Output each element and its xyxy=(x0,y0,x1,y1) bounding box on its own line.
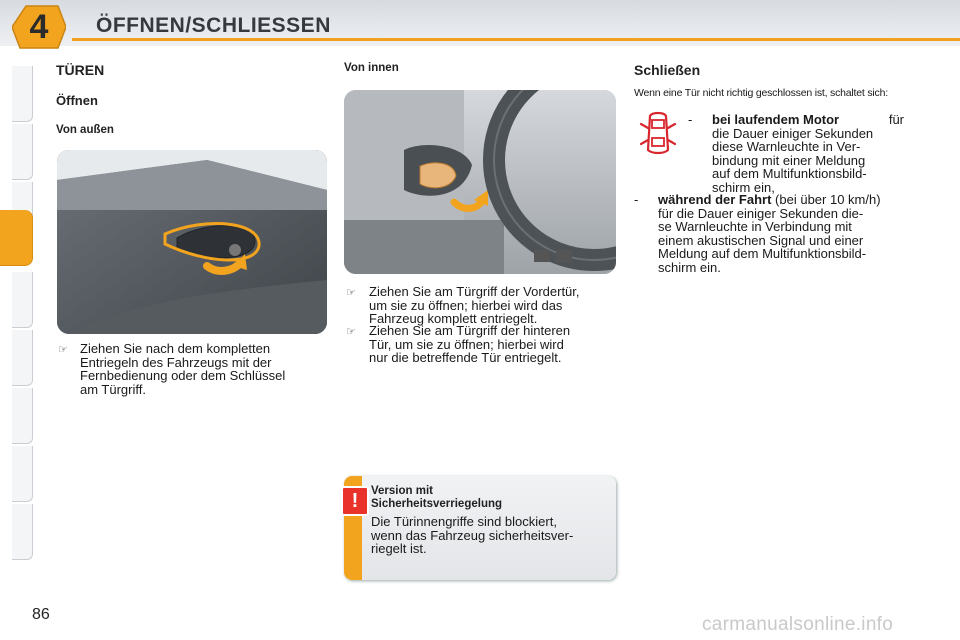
chapter-tab-2[interactable] xyxy=(12,124,33,180)
chapter-tab-7[interactable] xyxy=(12,388,33,444)
text-line: Fahrzeug komplett entriegelt. xyxy=(369,311,538,326)
text-line: schirm ein, xyxy=(712,179,775,195)
door-open-warning-lamp-icon xyxy=(638,110,678,156)
section-title-closing: Schließen xyxy=(634,62,701,78)
text-line: Tür, um sie zu öffnen; hierbei wird xyxy=(369,336,564,352)
text-line: diese Warnleuchte in Ver- xyxy=(712,139,861,154)
text-line: am Türgriff. xyxy=(80,381,146,397)
section-title-doors: TÜREN xyxy=(56,62,105,78)
chapter-tab-4-active[interactable] xyxy=(0,210,33,266)
outside-opening-text xyxy=(80,342,326,396)
page-title: ÖFFNEN/SCHLIESSEN xyxy=(96,14,331,37)
bold-phrase: bei laufendem Motor xyxy=(712,112,840,127)
text-line: die Dauer einiger Sekunden xyxy=(712,125,874,141)
chapter-tab-rail xyxy=(0,46,34,576)
text-line: Entriegeln des Fahrzeugs mit der xyxy=(80,354,272,370)
chapter-tab-8[interactable] xyxy=(12,446,33,502)
text-line: nur die betreffende Tür entriegelt. xyxy=(369,350,562,365)
text-line: auf dem Multifunktionsbild- xyxy=(712,166,867,181)
header-accent-line xyxy=(72,38,960,41)
chapter-number: 4 xyxy=(29,8,49,46)
text-line: Version mit xyxy=(371,485,433,497)
text-line xyxy=(658,193,904,207)
item-dash: - xyxy=(688,112,693,127)
text-line: Ziehen Sie nach dem kompletten xyxy=(80,341,271,356)
rear-door-inside-text xyxy=(369,324,615,365)
bold-phrase: während der Fahrt xyxy=(658,192,772,207)
text-line: Die Türinnengriffe sind blockiert, xyxy=(371,514,557,529)
item-dash: - xyxy=(634,192,639,207)
while-driving-text xyxy=(658,193,904,274)
text-line: se Warnleuchte in Verbindung mit xyxy=(658,219,852,234)
chapter-tab-1[interactable] xyxy=(12,66,33,122)
exclamation-warning-icon: ! xyxy=(341,486,369,516)
text-line: schirm ein. xyxy=(658,259,721,275)
chapter-tab-9[interactable] xyxy=(12,504,33,560)
chapter-tab-5[interactable] xyxy=(12,272,33,328)
front-door-inside-text xyxy=(369,285,615,326)
chapter-tab-6[interactable] xyxy=(12,330,33,386)
watermark: carmanualsonline.info xyxy=(702,614,894,635)
text-line xyxy=(712,113,904,127)
exterior-door-handle-illustration xyxy=(57,150,327,334)
interior-door-handle-illustration xyxy=(344,90,616,274)
text-line: bindung mit einer Meldung xyxy=(712,152,866,168)
bullet-marker: ☞ xyxy=(58,344,68,356)
text-line: Fernbedienung oder dem Schlüssel xyxy=(80,368,286,383)
text-line: Sicherheitsverriegelung xyxy=(371,498,503,510)
bullet-marker: ☞ xyxy=(346,326,356,338)
text-line: wenn das Fahrzeug sicherheitsver- xyxy=(371,527,574,543)
text-line: Meldung auf dem Multifunktionsbild- xyxy=(658,246,867,261)
warning-title xyxy=(371,485,502,511)
text-line: Ziehen Sie am Türgriff der hinteren xyxy=(369,323,571,338)
page-number: 86 xyxy=(32,606,50,623)
text-line: Ziehen Sie am Türgriff der Vordertür, xyxy=(369,284,580,299)
subheading-outside: Von außen xyxy=(56,124,114,136)
warning-text xyxy=(371,515,611,556)
text-line: für die Dauer einiger Sekunden die- xyxy=(658,205,864,221)
text-fragment: (bei über 10 km/h) xyxy=(775,192,881,207)
engine-running-text xyxy=(712,113,904,194)
bullet-marker: ☞ xyxy=(346,287,356,299)
text-line: einem akustischen Signal und einer xyxy=(658,232,864,248)
text-line: riegelt ist. xyxy=(371,541,427,556)
text-line: um sie zu öffnen; hierbei wird das xyxy=(369,297,563,313)
text-fragment: für xyxy=(888,112,904,127)
closing-intro-text: Wenn eine Tür nicht richtig geschlossen ist, schaltet sich: xyxy=(634,87,888,99)
subheading-inside: Von innen xyxy=(344,62,399,74)
subsection-title-open: Öffnen xyxy=(56,93,98,108)
